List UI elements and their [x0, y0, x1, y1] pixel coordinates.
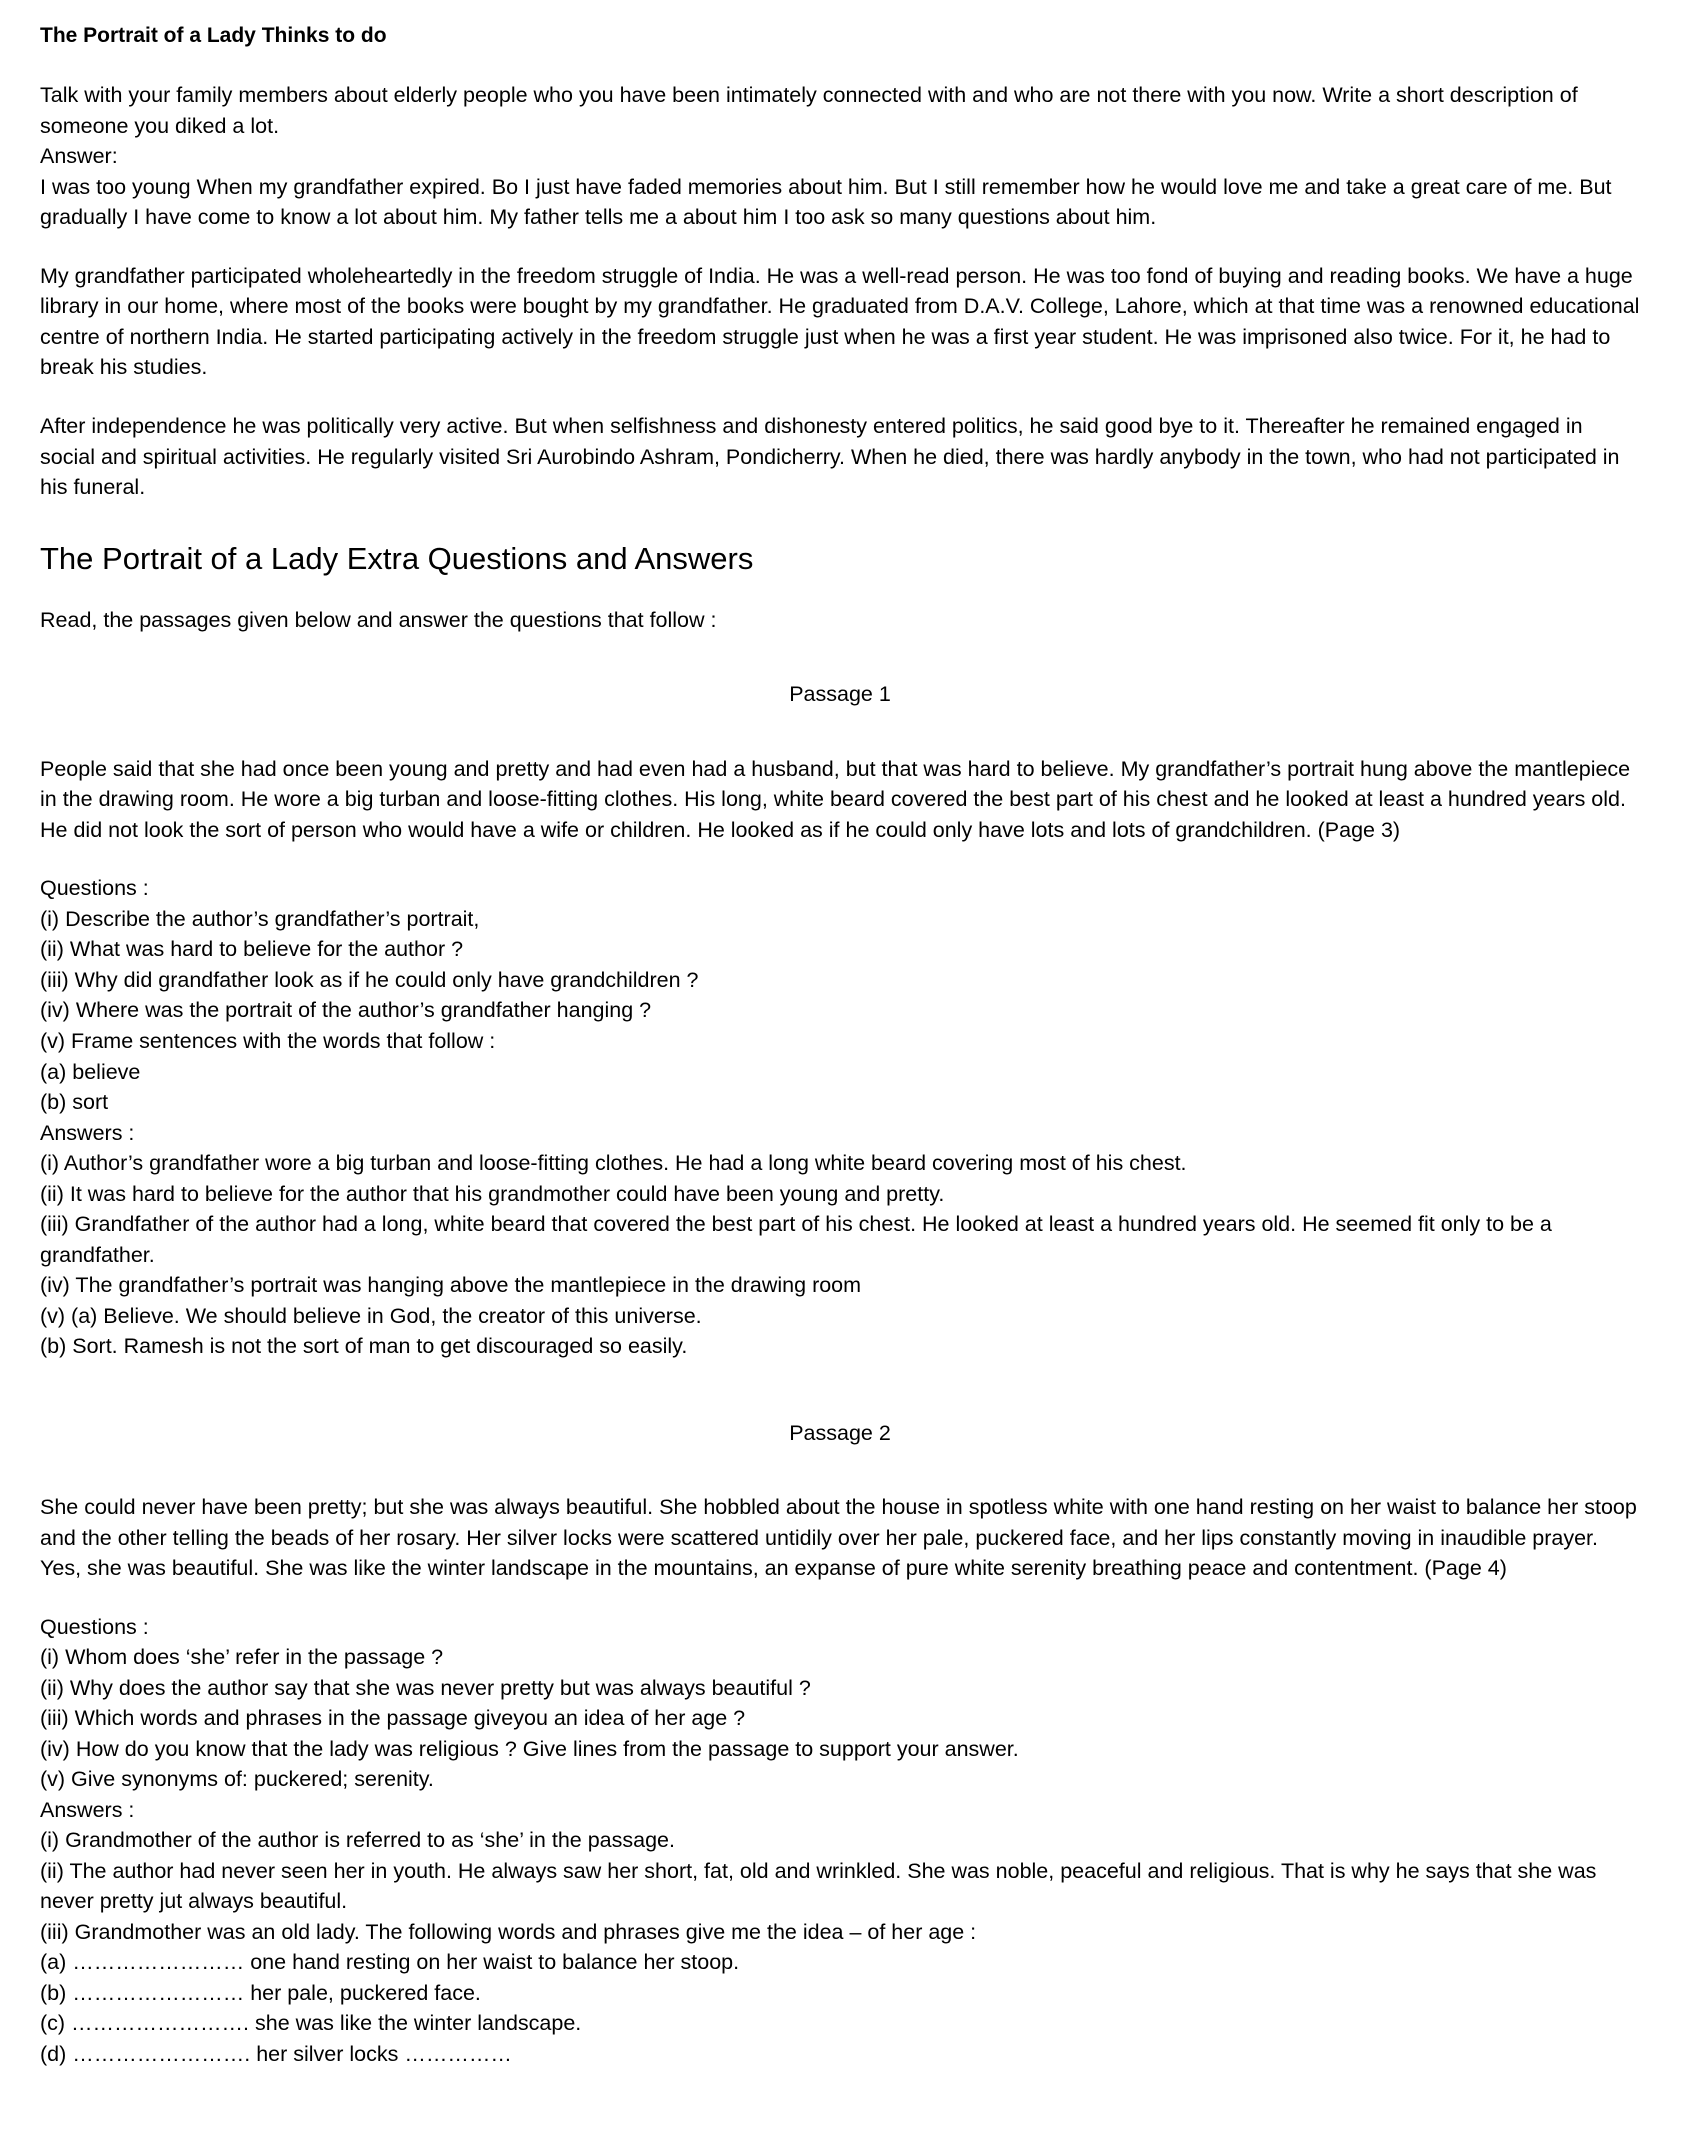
- question-item: (a) believe: [40, 1059, 141, 1084]
- answer-item: (b) Sort. Ramesh is not the sort of man to get discouraged so easily.: [40, 1334, 688, 1359]
- answer-item: (iv) The grandfather’s portrait was hanging above the mantlepiece in the drawing room: [40, 1273, 862, 1298]
- section-divider-space: [40, 1390, 1640, 1418]
- question-item: (ii) Why does the author say that she was never pretty but was always beautiful ?: [40, 1675, 811, 1700]
- passage-1-label: Passage 1: [789, 682, 891, 707]
- intro-prompt: Talk with your family members about elderly people who you have been intimately connected with and who are not there with you now. Write a short description of someone you diked a lot.: [40, 83, 1578, 138]
- question-item: (iv) Where was the portrait of the author’s grandfather hanging ?: [40, 998, 652, 1023]
- section-instruction: Read, the passages given below and answer the questions that follow :: [40, 607, 717, 632]
- questions-label: Questions :: [40, 1614, 149, 1639]
- answers-label: Answers :: [40, 1797, 135, 1822]
- answer-item: (iii) Grandmother was an old lady. The following words and phrases give me the idea – of her age :: [40, 1919, 977, 1944]
- question-item: (i) Describe the author’s grandfather’s portrait,: [40, 906, 480, 931]
- passage-1-text: People said that she had once been young and pretty and had even had a husband, but that was hard to believe. My grandfather’s portrait hung above the mantlepiece in the drawing room. He wore a big turban and loose-fitting clothes. His long, white beard covered the best part of his chest and he looked at least a hundred years old. He did not look the sort of person who would have a wife or children. He looked as if he could only have lots and lots of grandchildren. (Page 3): [40, 756, 1631, 842]
- question-item: (iii) Why did grandfather look as if he could only have grandchildren ?: [40, 967, 699, 992]
- answer-item: (a) …………………… one hand resting on her waist to balance her stoop.: [40, 1950, 740, 1975]
- answer-item: (b) …………………… her pale, puckered face.: [40, 1980, 481, 2005]
- answer-item: (ii) The author had never seen her in youth. He always saw her short, fat, old and wrinkled. She was noble, peaceful and religious. That is why he says that she was never pretty jut always beautiful.: [40, 1858, 1597, 1914]
- answer-item: (d) ……………………. her silver locks ……………: [40, 2041, 512, 2066]
- question-item: (iv) How do you know that the lady was religious ? Give lines from the passage to support your answer.: [40, 1736, 1019, 1761]
- intro-paragraph-2: My grandfather participated wholeheartedly in the freedom struggle of India. He was a well-read person. He was too fond of buying and reading books. We have a huge library in our home, where most of the books were bought by my grandfather. He graduated from D.A.V. College, Lahore, which at that time was a renowned educational centre of northern India. He started participating actively in the freedom struggle just when he was a first year student. He was imprisoned also twice. For it, he had to break his studies.: [40, 263, 1640, 380]
- answer-item: (iii) Grandfather of the author had a long, white beard that covered the best part of his chest. He looked at least a hundred years old. He seemed fit only to be a grandfather.: [40, 1212, 1552, 1267]
- answer-item: (v) (a) Believe. We should believe in God, the creator of this universe.: [40, 1303, 702, 1328]
- questions-label: Questions :: [40, 876, 149, 901]
- passage-2-questions: [40, 1612, 1640, 2070]
- question-item: (iii) Which words and phrases in the passage giveyou an idea of her age ?: [40, 1706, 746, 1731]
- question-item: (v) Give synonyms of: puckered; serenity.: [40, 1767, 434, 1792]
- intro-answer-label: Answer:: [40, 144, 118, 169]
- question-item: (ii) What was hard to believe for the author ?: [40, 937, 464, 962]
- answers-label: Answers :: [40, 1120, 135, 1145]
- intro-paragraph-3: After independence he was politically very active. But when selfishness and dishonesty entered politics, he said good bye to it. Thereafter he remained engaged in social and spiritual activities. He regularly visited Sri Aurobindo Ashram, Pondicherry. When he died, there was hardly anybody in the town, who had not participated in his funeral.: [40, 413, 1620, 500]
- answer-item: (i) Grandmother of the author is referred to as ‘she’ in the passage.: [40, 1828, 675, 1853]
- answer-item: (c) ……………………. she was like the winter landscape.: [40, 2011, 582, 2036]
- answer-item: (ii) It was hard to believe for the author that his grandmother could have been young and pretty.: [40, 1181, 945, 1206]
- question-item: (i) Whom does ‘she’ refer in the passage ?: [40, 1645, 444, 1670]
- answer-item: (i) Author’s grandfather wore a big turban and loose-fitting clothes. He had a long white beard covering most of his chest.: [40, 1151, 1187, 1176]
- passage-1-questions: [40, 873, 1640, 1361]
- intro-answer-text: I was too young When my grandfather expired. Bo I just have faded memories about him. But I still remember how he would love me and take a great care of me. But gradually I have come to know a lot about him. My father tells me a about him I too ask so many questions about him.: [40, 174, 1612, 230]
- question-item: (b) sort: [40, 1090, 109, 1115]
- section-heading: The Portrait of a Lady Extra Questions and Answers: [40, 540, 754, 576]
- page-title: The Portrait of a Lady Thinks to do: [40, 24, 387, 47]
- question-item: (v) Frame sentences with the words that follow :: [40, 1028, 496, 1053]
- passage-2-label: Passage 2: [789, 1420, 891, 1445]
- passage-2-text: She could never have been pretty; but she was always beautiful. She hobbled about the house in spotless white with one hand resting on her waist to balance her stoop and the other telling the beads of her rosary. Her silver locks were scattered untidily over her pale, puckered face, and her lips constantly moving in inaudible prayer. Yes, she was beautiful. She was like the winter landscape in the mountains, an expanse of pure white serenity breathing peace and contentment. (Page 4): [40, 1495, 1637, 1581]
